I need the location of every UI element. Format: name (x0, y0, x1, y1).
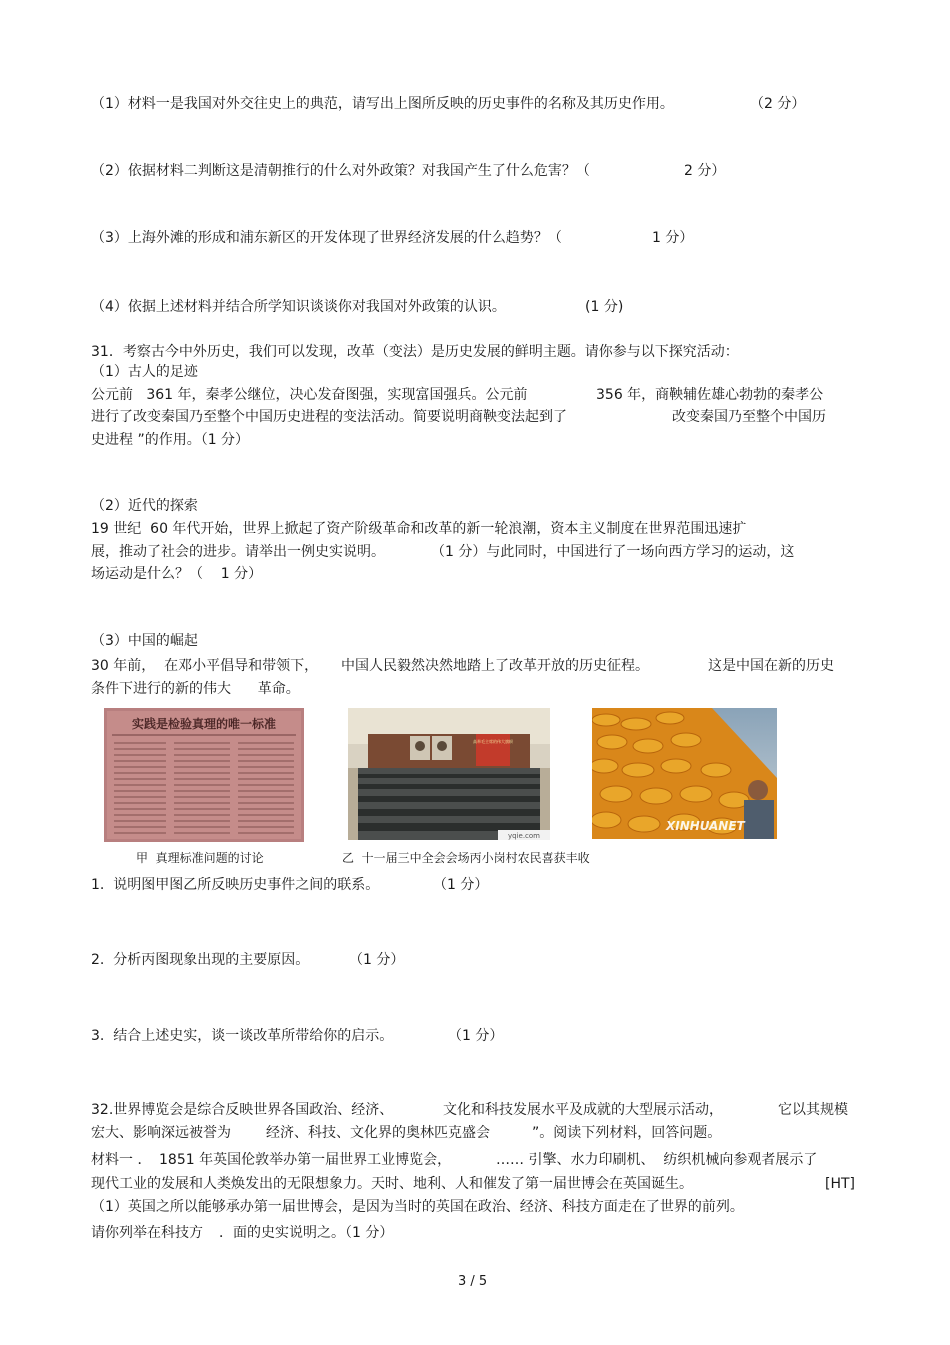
meeting-hall-photo (348, 708, 550, 840)
q31-part3-line2: 条件下进行的新的伟大 革命。 (91, 681, 300, 697)
q31-part3-line1a: 30 年前， 在邓小平倡导和带领下， (91, 658, 319, 674)
q31-sub1-score: （1 分） (433, 877, 489, 893)
q31-sub2: 2. 分析丙图现象出现的主要原因。 (91, 952, 310, 968)
q32-line1a: 32.世界博览会是综合反映世界各国政治、经济、 (91, 1102, 394, 1118)
page-number: 3 / 5 (458, 1274, 488, 1289)
q32-line2c: ”。阅读下列材料，回答问题。 (532, 1125, 722, 1141)
q31-part1-line2b: 改变秦国乃至整个中国历 (672, 409, 826, 425)
question-4: （4）依据上述材料并结合所学知识谈谈你对我国对外政策的认识。 (91, 299, 506, 315)
q32-line5: （1）英国之所以能够承办第一届世博会，是因为当时的英国在政治、经济、科技方面走在了世界的前列。 (91, 1199, 744, 1215)
q32-line1c: 它以其规模 (778, 1102, 848, 1118)
q31-intro: 31．考察古今中外历史，我们可以发现，改革（变法）是历史发展的鲜明主题。请你参与以下探究活动： (91, 344, 739, 360)
q31-part1-heading: （1）古人的足迹 (91, 364, 198, 380)
corn-harvest-photo (592, 708, 777, 839)
q31-part1-line3: 史进程 ”的作用。（1 分） (91, 432, 250, 448)
q31-part3-heading: （3）中国的崛起 (91, 633, 198, 649)
q31-part1-line2a: 进行了改变秦国乃至整个中国历史进程的变法活动。简要说明商鞅变法起到了 (91, 409, 567, 425)
q32-line3b: 1851 年英国伦敦举办第一届世界工业博览会， (159, 1152, 452, 1168)
q32-line2a: 宏大、影响深远被誉为 (91, 1125, 231, 1141)
meeting-banner: 高举毛主席的伟大旗帜 (473, 739, 513, 744)
q32-line1b: 文化和科技发展水平及成就的大型展示活动， (443, 1102, 723, 1118)
q31-part3-line1c: 这是中国在新的历史 (708, 658, 834, 674)
newspaper-photo (104, 708, 304, 842)
q32-line6a: 请你列举在科技方 (91, 1225, 203, 1241)
q32-line3c: …… 引擎、水力印刷机、 纺织机械向参观者展示了 (496, 1152, 818, 1168)
q31-part2-line2a: 展，推动了社会的进步。请举出一例史实说明。 (91, 544, 385, 560)
q31-part1-line1a: 公元前 361 年，秦孝公继位，决心发奋图强，实现富国强兵。公元前 (91, 387, 528, 403)
newspaper-headline: 实践是检验真理的唯一标准 (131, 717, 277, 731)
q31-sub2-score: （1 分） (349, 952, 405, 968)
question-2-score: 2 分） (684, 163, 726, 179)
q31-part1-line1b: 356 年，商鞅辅佐雄心勃勃的秦孝公 (596, 387, 824, 403)
caption-left: 甲 真理标准问题的讨论 (136, 851, 264, 865)
q31-part2-line3: 场运动是什么？（ 1 分） (91, 566, 263, 582)
corn-watermark: XINHUANET (666, 819, 745, 833)
q31-part2-heading: （2）近代的探索 (91, 498, 198, 514)
q32-line4: 现代工业的发展和人类焕发出的无限想象力。天时、地利、人和催发了第一届世博会在英国诞生。 (91, 1176, 693, 1192)
meeting-watermark: yqie.com (507, 832, 541, 840)
q32-line3a: 材料一 ． (91, 1152, 152, 1168)
q31-sub3-score: （1 分） (448, 1028, 504, 1044)
q31-part2-line2b: （1 分）与此同时，中国进行了一场向西方学习的运动，这 (431, 544, 795, 560)
q32-line6b: ．面的史实说明之。（1 分） (219, 1225, 394, 1241)
q31-sub1: 1. 说明图甲图乙所反映历史事件之间的联系。 (91, 877, 380, 893)
q32-ht-tag: [HT] (825, 1176, 856, 1192)
question-4-score: (1 分) (585, 299, 624, 315)
q32-line2b: 经济、科技、文化界的奥林匹克盛会 (266, 1125, 490, 1141)
question-1: （1）材料一是我国对外交往史上的典范，请写出上图所反映的历史事件的名称及其历史作用。 (91, 96, 674, 112)
question-2: （2）依据材料二判断这是清朝推行的什么对外政策？对我国产生了什么危害？（ (91, 163, 590, 179)
q31-part2-line1: 19 世纪 60 年代开始，世界上掀起了资产阶级革命和改革的新一轮浪潮，资本主义制度在世界范围迅速扩 (91, 521, 747, 537)
question-1-score: （2 分） (750, 96, 806, 112)
question-3-score: 1 分） (652, 230, 694, 246)
q31-part3-line1b: 中国人民毅然决然地踏上了改革开放的历史征程。 (341, 658, 649, 674)
q31-sub3: 3. 结合上述史实，谈一谈改革所带给你的启示。 (91, 1028, 394, 1044)
caption-right: 乙 十一届三中全会会场丙小岗村农民喜获丰收 (342, 851, 590, 865)
question-3: （3）上海外滩的形成和浦东新区的开发体现了世界经济发展的什么趋势？（ (91, 230, 562, 246)
